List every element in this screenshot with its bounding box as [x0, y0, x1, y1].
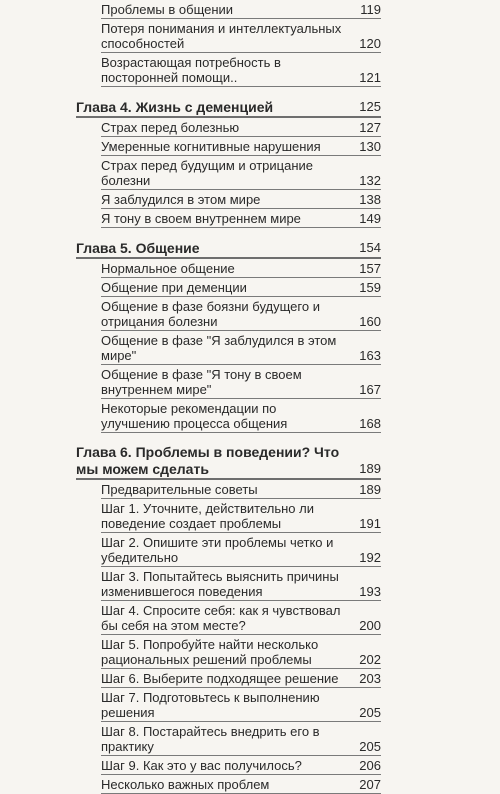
toc-entry-title: Шаг 9. Как это у вас получилось? — [101, 758, 302, 773]
toc-entry-title: Шаг 1. Уточните, действительно ли поведение создает проблемы — [101, 501, 314, 531]
toc-entry-page: 205 — [359, 705, 381, 720]
toc-entry-page: 206 — [359, 758, 381, 773]
toc-entry — [101, 533, 381, 567]
toc-entry-page: 119 — [360, 2, 381, 17]
toc-entry — [101, 259, 381, 278]
toc-entry-title: Предварительные советы — [101, 482, 258, 497]
toc-entry-title: Общение в фазе "Я тону в своем внутреннем мире" — [101, 367, 302, 397]
toc-entry-page: 138 — [359, 192, 381, 207]
chapter-title: Глава 5. Общение — [76, 240, 200, 256]
toc-entry-page: 163 — [359, 348, 381, 363]
chapter-page: 154 — [359, 240, 381, 255]
toc-entry-title: Шаг 6. Выберите подходящее решение — [101, 671, 339, 686]
toc-entry-title: Шаг 3. Попытайтесь выяснить причины изменившегося поведения — [101, 569, 339, 599]
toc-entry — [101, 635, 381, 669]
toc-entry-title: Общение в фазе "Я заблудился в этом мире" — [101, 333, 337, 363]
toc-entry-page: 120 — [359, 36, 381, 51]
toc-entry — [101, 297, 381, 331]
toc-entry — [101, 0, 381, 19]
toc-entry-title: Общение при деменции — [101, 280, 247, 295]
toc-entry — [101, 365, 381, 399]
toc-entry-page: 168 — [359, 416, 381, 431]
toc-entry-page: 200 — [359, 618, 381, 633]
toc-entry-title: Возрастающая потребность в посторонней помощи.. — [101, 55, 281, 85]
toc-entry — [101, 775, 381, 794]
toc-entry-page: 191 — [359, 516, 381, 531]
toc-entry-title: Я заблудился в этом мире — [101, 192, 261, 207]
toc-entry — [101, 722, 381, 756]
toc-entry-page: 157 — [359, 261, 381, 276]
toc-entry-page: 207 — [359, 777, 381, 792]
toc-entry — [101, 399, 381, 433]
toc-entry-title: Потеря понимания и интеллектуальных способностей — [101, 21, 342, 51]
toc-entry-page: 149 — [359, 211, 381, 226]
toc-entry-title: Страх перед будущим и отрицание болезни — [101, 158, 313, 188]
chapter-title: Глава 4. Жизнь с деменцией — [76, 99, 274, 115]
toc-entry-page: 189 — [359, 482, 381, 497]
toc-entry-page: 192 — [359, 550, 381, 565]
toc-entry-page: 159 — [359, 280, 381, 295]
toc-entry — [101, 756, 381, 775]
toc-entry — [101, 53, 381, 87]
toc-entry-title: Общение в фазе боязни будущего и отрицания болезни — [101, 299, 320, 329]
chapter-title: Глава 6. Проблемы в поведении? Что мы можем сделать — [76, 444, 340, 477]
toc-entry-title: Я тону в своем внутреннем мире — [101, 211, 301, 226]
toc-entry — [101, 137, 381, 156]
toc-entry-page: 203 — [359, 671, 381, 686]
toc-entry-title: Некоторые рекомендации по улучшению процесса общения — [101, 401, 288, 431]
toc-entry — [101, 499, 381, 533]
toc-entry-page: 127 — [359, 120, 381, 135]
toc-entry — [101, 669, 381, 688]
chapter-4-heading — [76, 97, 381, 118]
toc-entry-page: 132 — [359, 173, 381, 188]
toc-entry — [101, 190, 381, 209]
toc-entry — [101, 688, 381, 722]
toc-entry — [101, 278, 381, 297]
toc-entry — [101, 567, 381, 601]
chapter-page: 125 — [359, 99, 381, 114]
toc-entry-title: Несколько важных проблем — [101, 777, 270, 792]
toc-entry-title: Умеренные когнитивные нарушения — [101, 139, 321, 154]
toc-entry-page: 130 — [359, 139, 381, 154]
toc-entry — [101, 209, 381, 228]
toc-entry-title: Шаг 4. Спросите себя: как я чувствовал бы себя на этом месте? — [101, 603, 341, 633]
toc-entry — [101, 480, 381, 499]
toc-entry-title: Нормальное общение — [101, 261, 235, 276]
chapter-6-heading — [76, 442, 381, 480]
chapter-5-heading — [76, 238, 381, 259]
toc-entry-page: 167 — [359, 382, 381, 397]
chapter-page: 189 — [359, 461, 381, 476]
toc-entry-page: 205 — [359, 739, 381, 754]
toc-entry — [101, 331, 381, 365]
toc-entry-title: Шаг 8. Постарайтесь внедрить его в практику — [101, 724, 320, 754]
toc-entry — [101, 118, 381, 137]
toc-entry — [101, 19, 381, 53]
toc-entry — [101, 156, 381, 190]
toc-entry — [101, 601, 381, 635]
toc-entry-title: Страх перед болезнью — [101, 120, 240, 135]
toc-entry-title: Шаг 5. Попробуйте найти несколько рациональных решений проблемы — [101, 637, 319, 667]
toc-entry-title: Шаг 7. Подготовьтесь к выполнению решения — [101, 690, 320, 720]
toc-entry-title: Проблемы в общении — [101, 2, 234, 17]
toc-entry-page: 202 — [359, 652, 381, 667]
toc-entry-title: Шаг 2. Опишите эти проблемы четко и убедительно — [101, 535, 334, 565]
toc-entry-page: 121 — [359, 70, 381, 85]
toc-entry-page: 193 — [359, 584, 381, 599]
toc-entry-page: 160 — [359, 314, 381, 329]
